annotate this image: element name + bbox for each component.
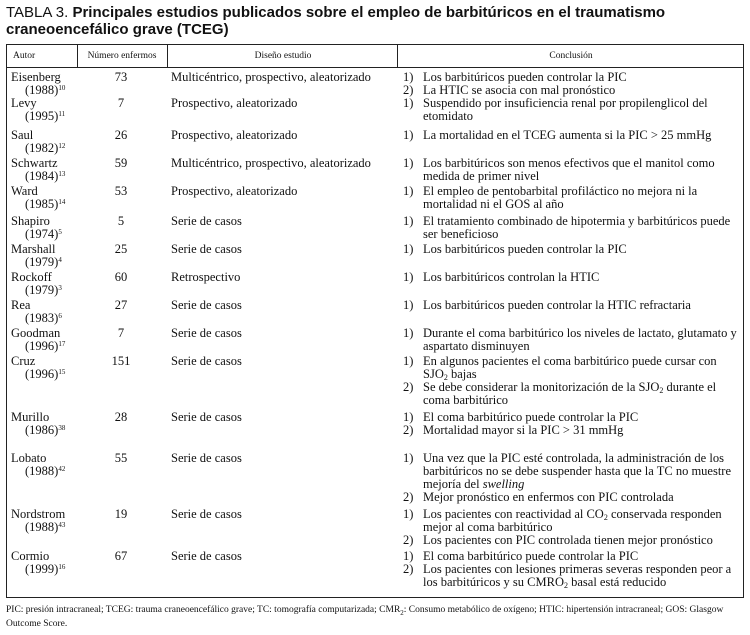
table-title xyxy=(6,4,746,38)
table-header xyxy=(7,45,743,68)
author-cell xyxy=(11,411,75,437)
conclusion-item xyxy=(399,327,739,353)
author-cell xyxy=(11,185,75,211)
conclusion-number: 1) xyxy=(403,298,414,312)
author-cell xyxy=(11,355,75,381)
conclusion-text: En algunos pacientes el coma barbitúrico puede cursar con SJO xyxy=(423,354,717,381)
reference-number: 43 xyxy=(58,521,66,529)
patients-cell: 60 xyxy=(114,270,128,284)
author-cell xyxy=(11,129,75,155)
conclusion-number: 2) xyxy=(403,490,414,504)
table-label: TABLA 3. xyxy=(6,4,69,21)
design-cell: Serie de casos xyxy=(171,451,242,465)
author-cell xyxy=(11,215,75,241)
conclusion-text: El tratamiento combinado de hipotermia y barbitúricos puede ser beneficioso xyxy=(423,214,731,241)
conclusion-number: 1) xyxy=(403,242,414,256)
conclusion-number: 2) xyxy=(403,83,414,97)
design-cell: Serie de casos xyxy=(171,410,242,424)
author-year: $(1983)^6$ xyxy=(25,311,62,325)
author-year: $(1999)^{16}$ xyxy=(25,562,66,576)
reference-number: 13 xyxy=(58,170,66,178)
author-year: $(1982)^{12}$ xyxy=(25,141,66,155)
footnote-text-start: PIC: presión intracraneal; TCEG: trauma craneoencefálico grave; TC: tomografía computarizada; CMR xyxy=(6,605,401,615)
conclusion-text: Los barbitúricos son menos efectivos que el manitol como medida de primer nivel xyxy=(423,156,715,183)
design-cell: Serie de casos xyxy=(171,549,242,563)
conclusion-number: 1) xyxy=(403,156,414,170)
conclusion-number: 1) xyxy=(403,354,414,368)
author-year: $(1985)^{14}$ xyxy=(25,197,66,211)
conclusion-text: Los pacientes con lesiones primeras severas responden peor a los barbitúricos y su CMRO xyxy=(423,562,732,589)
design-cell: Serie de casos xyxy=(171,507,242,521)
conclusion-item xyxy=(399,129,739,142)
author-cell xyxy=(11,452,75,478)
author-year: $(1988)^{10}$ xyxy=(25,83,66,97)
conclusion-cell xyxy=(399,185,739,211)
conclusion-number: 1) xyxy=(403,270,414,284)
design-cell: Prospectivo, aleatorizado xyxy=(171,96,298,110)
patients-cell: 25 xyxy=(114,242,128,256)
author-year: $(1986)^{38}$ xyxy=(25,423,66,437)
author-name: Shapiro xyxy=(11,214,50,228)
author-year: $(1979)^3$ xyxy=(25,283,62,297)
patients-cell: 59 xyxy=(114,156,128,170)
author-name: Ward xyxy=(11,184,38,198)
studies-table xyxy=(6,44,744,598)
reference-number: 12 xyxy=(58,142,66,150)
patients-cell: 5 xyxy=(117,214,125,228)
author-year: $(1995)^{11}$ xyxy=(25,109,66,123)
conclusion-cell xyxy=(399,550,739,589)
conclusion-item xyxy=(399,157,739,183)
conclusion-number: 1) xyxy=(403,70,414,84)
conclusion-subscript: 2 xyxy=(563,581,568,590)
patients-cell: 67 xyxy=(114,549,128,563)
design-cell: Retrospectivo xyxy=(171,270,241,284)
conclusion-item xyxy=(399,381,739,407)
author-name: Nordstrom xyxy=(11,507,66,521)
conclusion-text: Durante el coma barbitúrico los niveles de lactato, glutamato y aspartato disminuyen xyxy=(423,326,737,353)
conclusion-text: Los pacientes con reactividad al CO xyxy=(423,507,604,521)
reference-number: 3 xyxy=(58,284,62,292)
author-cell xyxy=(11,299,75,325)
conclusion-text: La HTIC se asocia con mal pronóstico xyxy=(423,83,616,97)
conclusion-text: Los barbitúricos pueden controlar la PIC xyxy=(423,242,627,256)
header-design: Diseño estudio xyxy=(254,51,312,61)
conclusion-number: 2) xyxy=(403,423,414,437)
design-cell: Prospectivo, aleatorizado xyxy=(171,184,298,198)
conclusion-text: El coma barbitúrico puede controlar la PIC xyxy=(423,410,639,424)
author-year: $(1984)^{13}$ xyxy=(25,169,66,183)
footnote-subscript: 2 xyxy=(400,608,404,617)
author-cell xyxy=(11,97,75,123)
author-name: Lobato xyxy=(11,451,47,465)
author-cell xyxy=(11,271,75,297)
conclusion-number: 1) xyxy=(403,549,414,563)
conclusion-item xyxy=(399,355,739,381)
column-divider xyxy=(167,45,168,67)
patients-cell: 151 xyxy=(111,354,131,368)
author-year: $(1988)^{43}$ xyxy=(25,520,66,534)
conclusion-text: La mortalidad en el TCEG aumenta si la PIC > 25 mmHg xyxy=(423,128,712,142)
conclusion-text: bajas xyxy=(447,367,477,381)
design-cell: Multicéntrico, prospectivo, aleatorizado xyxy=(171,156,371,170)
author-cell xyxy=(11,327,75,353)
patients-cell: 7 xyxy=(117,326,125,340)
conclusion-item xyxy=(399,452,739,491)
conclusion-cell xyxy=(399,411,739,437)
design-cell: Multicéntrico, prospectivo, aleatorizado xyxy=(171,70,371,84)
conclusion-item xyxy=(399,491,739,504)
patients-cell: 26 xyxy=(114,128,128,142)
patients-cell: 27 xyxy=(114,298,128,312)
conclusion-number: 2) xyxy=(403,533,414,547)
conclusion-text: El empleo de pentobarbital profiláctico no mejora ni la mortalidad ni el GOS al año xyxy=(423,184,698,211)
table-caption: Principales estudios publicados sobre el empleo de barbitúricos en el traumatismo craneoencefálico grave (TCEG) xyxy=(6,4,666,38)
reference-number: 5 xyxy=(58,228,62,236)
author-year: $(1996)^{17}$ xyxy=(25,339,66,353)
conclusion-number: 1) xyxy=(403,96,414,110)
author-name: Rea xyxy=(11,298,31,312)
reference-number: 38 xyxy=(58,424,66,432)
patients-cell: 7 xyxy=(117,96,125,110)
conclusion-number: 1) xyxy=(403,128,414,142)
reference-number: 14 xyxy=(58,198,66,206)
patients-cell: 53 xyxy=(114,184,128,198)
conclusion-number: 1) xyxy=(403,451,414,465)
author-year: $(1996)^{15}$ xyxy=(25,367,66,381)
author-year: $(1979)^4$ xyxy=(25,255,62,269)
author-name: Levy xyxy=(11,96,37,110)
conclusion-emphasis: swelling xyxy=(482,477,525,491)
patients-cell: 28 xyxy=(114,410,128,424)
conclusion-text: Mejor pronóstico en enfermos con PIC controlada xyxy=(423,490,674,504)
conclusion-cell xyxy=(399,271,739,284)
conclusion-item xyxy=(399,299,739,312)
author-name: Marshall xyxy=(11,242,56,256)
conclusion-subscript: 2 xyxy=(443,373,448,382)
column-divider xyxy=(397,45,398,67)
conclusion-subscript: 2 xyxy=(659,386,664,395)
conclusion-cell xyxy=(399,97,739,123)
author-year: $(1974)^5$ xyxy=(25,227,62,241)
conclusion-text: El coma barbitúrico puede controlar la PIC xyxy=(423,549,639,563)
conclusion-item xyxy=(399,97,739,123)
conclusion-item xyxy=(399,271,739,284)
patients-cell: 55 xyxy=(114,451,128,465)
conclusion-cell xyxy=(399,157,739,183)
header-patients: Número enfermos xyxy=(87,51,157,61)
table-footnote xyxy=(6,605,746,630)
design-cell: Serie de casos xyxy=(171,298,242,312)
author-name: Cormio xyxy=(11,549,50,563)
reference-number: 15 xyxy=(58,368,66,376)
conclusion-cell xyxy=(399,327,739,353)
conclusion-text: Los barbitúricos pueden controlar la HTIC refractaria xyxy=(423,298,691,312)
conclusion-item xyxy=(399,424,739,437)
conclusion-item xyxy=(399,185,739,211)
author-name: Eisenberg xyxy=(11,70,61,84)
conclusion-item xyxy=(399,563,739,589)
conclusion-number: 2) xyxy=(403,380,414,394)
design-cell: Serie de casos xyxy=(171,214,242,228)
patients-cell: 73 xyxy=(114,70,128,84)
patients-cell: 19 xyxy=(114,507,128,521)
design-cell: Prospectivo, aleatorizado xyxy=(171,128,298,142)
conclusion-item xyxy=(399,215,739,241)
author-name: Goodman xyxy=(11,326,61,340)
conclusion-number: 1) xyxy=(403,410,414,424)
reference-number: 17 xyxy=(58,340,66,348)
reference-number: 16 xyxy=(58,563,66,571)
conclusion-item xyxy=(399,534,739,547)
author-name: Schwartz xyxy=(11,156,58,170)
conclusion-number: 1) xyxy=(403,184,414,198)
conclusion-subscript: 2 xyxy=(603,513,608,522)
conclusion-number: 1) xyxy=(403,214,414,228)
design-cell: Serie de casos xyxy=(171,326,242,340)
conclusion-text: Una vez que la PIC esté controlada, la administración de los barbitúricos no se debe suspender hasta que la TC no muestre mejoría del xyxy=(423,451,732,491)
conclusion-number: 1) xyxy=(403,507,414,521)
author-name: Murillo xyxy=(11,410,50,424)
author-cell xyxy=(11,550,75,576)
author-year: $(1988)^{42}$ xyxy=(25,464,66,478)
conclusion-number: 2) xyxy=(403,562,414,576)
conclusion-cell xyxy=(399,215,739,241)
author-cell xyxy=(11,508,75,534)
conclusion-text: basal está reducido xyxy=(567,575,667,589)
author-name: Cruz xyxy=(11,354,36,368)
reference-number: 10 xyxy=(58,84,66,92)
reference-number: 11 xyxy=(58,110,66,118)
footnote-text-end: : Consumo metabólico de oxígeno; HTIC: hipertensión intracraneal; GOS: Glasgow Outcome Score. xyxy=(6,605,724,629)
conclusion-text: conservada responden mejor al coma barbitúrico xyxy=(423,507,722,534)
author-cell xyxy=(11,243,75,269)
conclusion-cell xyxy=(399,508,739,547)
author-cell xyxy=(11,71,75,97)
conclusion-cell xyxy=(399,243,739,256)
conclusion-text: durante el coma barbitúrico xyxy=(423,380,717,407)
reference-number: 4 xyxy=(58,256,62,264)
conclusion-text: Se debe considerar la monitorización de la SJO xyxy=(423,380,660,394)
reference-number: 42 xyxy=(58,465,66,473)
conclusion-cell xyxy=(399,299,739,312)
conclusion-number: 1) xyxy=(403,326,414,340)
author-name: Saul xyxy=(11,128,34,142)
conclusion-text: Los barbitúricos pueden controlar la PIC xyxy=(423,70,627,84)
conclusion-cell xyxy=(399,129,739,142)
header-author: Autor xyxy=(13,51,36,61)
conclusion-text: Mortalidad mayor si la PIC > 31 mmHg xyxy=(423,423,624,437)
conclusion-item xyxy=(399,243,739,256)
author-name: Rockoff xyxy=(11,270,52,284)
conclusion-cell xyxy=(399,355,739,407)
header-conclusion: Conclusión xyxy=(549,51,593,61)
design-cell: Serie de casos xyxy=(171,354,242,368)
conclusion-text: Suspendido por insuficiencia renal por propilenglicol del etomidato xyxy=(423,96,708,123)
reference-number: 6 xyxy=(58,312,62,320)
conclusion-cell xyxy=(399,71,739,97)
author-cell xyxy=(11,157,75,183)
conclusion-cell xyxy=(399,452,739,504)
column-divider xyxy=(77,45,78,67)
design-cell: Serie de casos xyxy=(171,242,242,256)
conclusion-text: Los pacientes con PIC controlada tienen mejor pronóstico xyxy=(423,533,713,547)
conclusion-text: Los barbitúricos controlan la HTIC xyxy=(423,270,600,284)
conclusion-item xyxy=(399,508,739,534)
